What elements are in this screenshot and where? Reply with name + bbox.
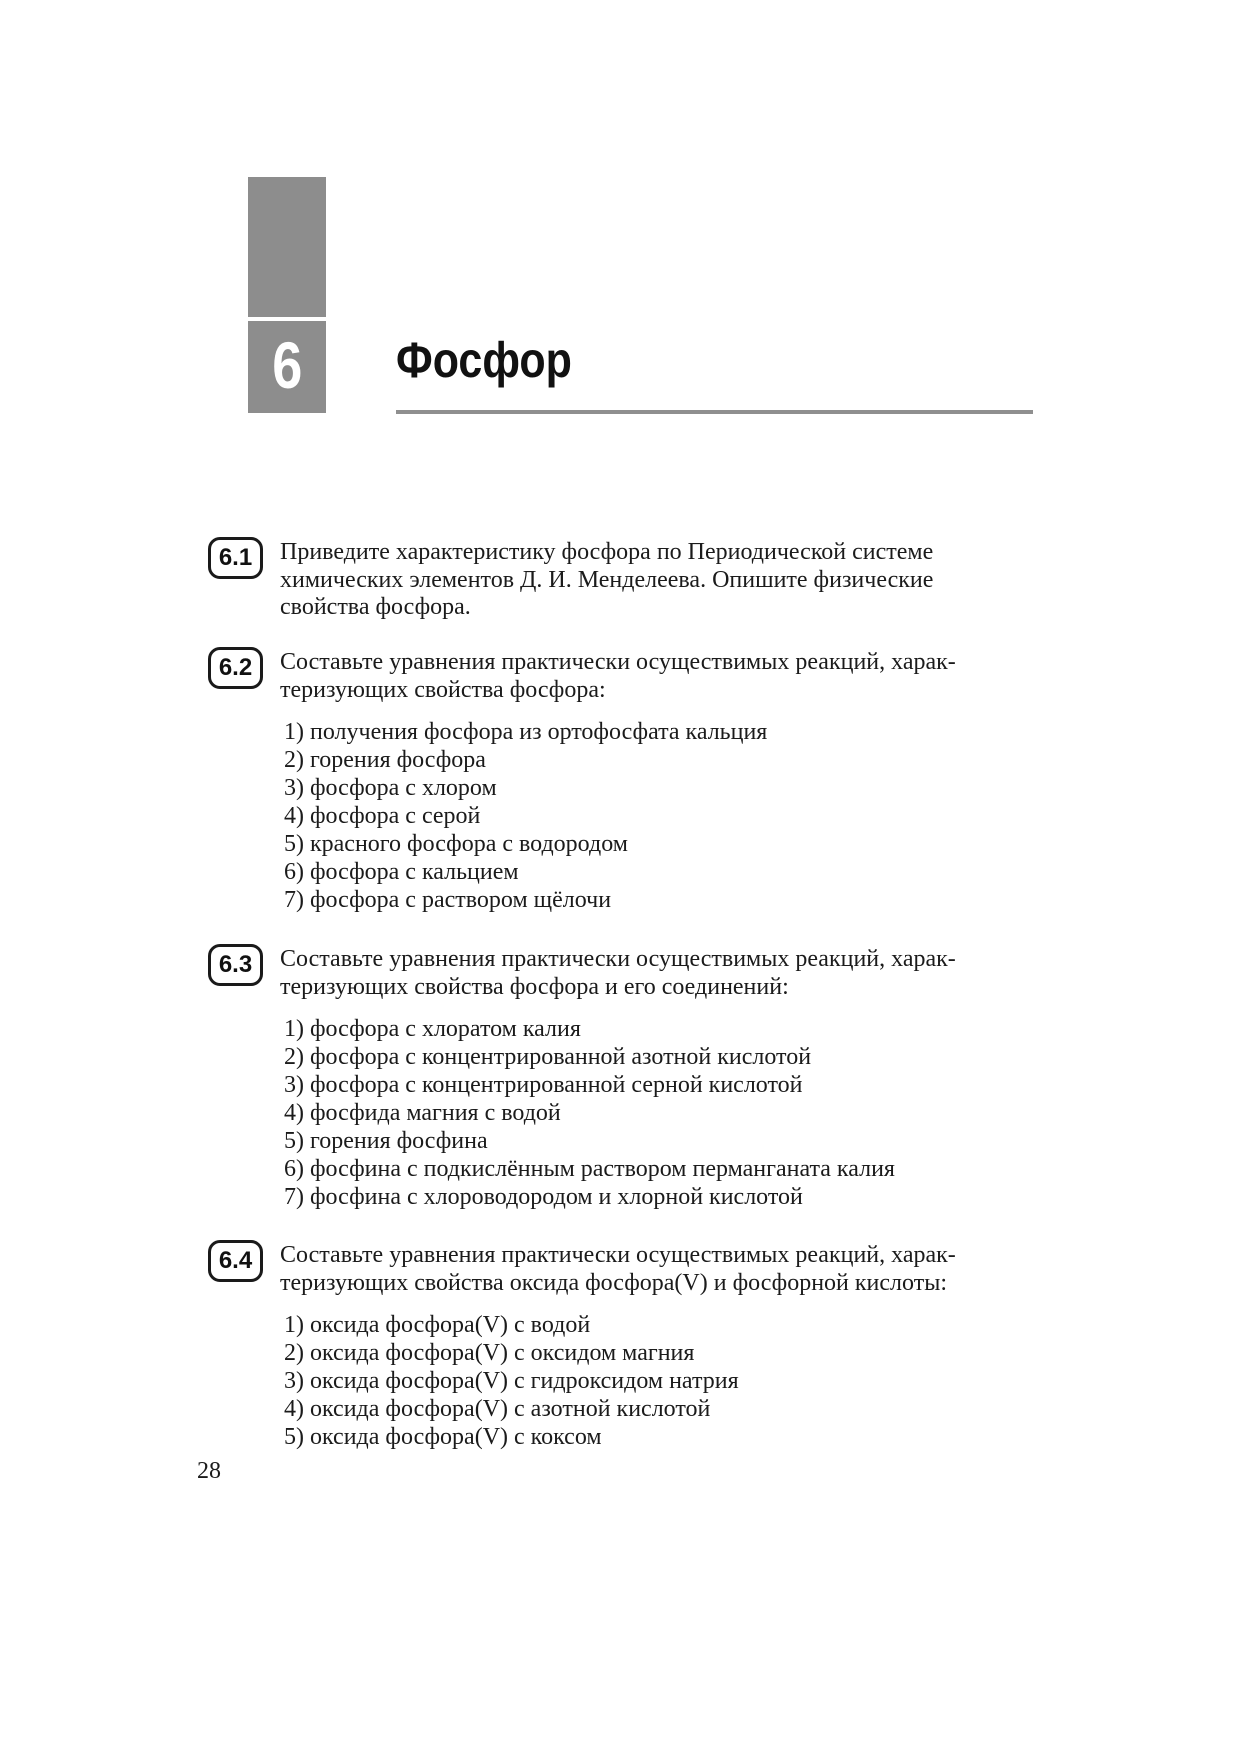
exercise-number: 6.3 xyxy=(218,951,253,978)
list-item: 4) фосфида магния с водой xyxy=(284,1100,561,1126)
exercise-text-line: Составьте уравнения практически осуществимых реакций, харак- xyxy=(280,1242,956,1268)
exercise-number-badge xyxy=(208,647,263,689)
list-item: 4) оксида фосфора(V) с азотной кислотой xyxy=(284,1396,711,1422)
exercise-item-list xyxy=(284,1311,1058,1451)
list-item: 5) красного фосфора с водородом xyxy=(284,831,628,857)
page-number: 28 xyxy=(197,1458,221,1484)
list-item: 1) оксида фосфора(V) с водой xyxy=(284,1312,591,1338)
exercise-text-line: свойства фосфора. xyxy=(280,594,471,620)
chapter-number: 6 xyxy=(271,328,303,402)
exercise-number: 6.2 xyxy=(218,654,253,681)
exercise-6-3 xyxy=(208,944,1058,1211)
exercise-text-line: теризующих свойства оксида фосфора(V) и фосфорной кислоты: xyxy=(280,1269,947,1296)
exercise-text-line: Составьте уравнения практически осуществимых реакций, харак- xyxy=(280,946,956,972)
exercise-number-badge xyxy=(208,944,263,986)
exercise-number-badge xyxy=(208,537,263,579)
list-item: 5) горения фосфина xyxy=(284,1128,488,1154)
exercise-number: 6.1 xyxy=(218,544,253,571)
exercise-item-list xyxy=(284,1015,1058,1211)
exercise-text-line: Составьте уравнения практически осуществимых реакций, харак- xyxy=(280,649,956,675)
list-item: 3) фосфора с концентрированной серной кислотой xyxy=(284,1072,803,1098)
list-item: 5) оксида фосфора(V) с коксом xyxy=(284,1424,602,1450)
exercise-text xyxy=(280,539,1058,622)
list-item: 1) фосфора с хлоратом калия xyxy=(284,1016,581,1042)
list-item: 6) фосфина с подкислённым раствором перманганата калия xyxy=(284,1156,895,1182)
list-item: 3) оксида фосфора(V) с гидроксидом натрия xyxy=(284,1368,739,1394)
chapter-banner-top xyxy=(248,177,326,317)
exercise-text xyxy=(280,649,1058,704)
exercise-number: 6.4 xyxy=(218,1247,253,1274)
exercise-6-4 xyxy=(208,1240,1058,1451)
exercise-text-line: химических элементов Д. И. Менделеева. Опишите физические xyxy=(280,566,934,593)
list-item: 7) фосфора с раствором щёлочи xyxy=(284,887,612,913)
list-item: 4) фосфора с серой xyxy=(284,803,481,829)
exercise-text-line: теризующих свойства фосфора и его соединений: xyxy=(280,973,789,1000)
exercise-number-badge xyxy=(208,1240,263,1282)
list-item: 6) фосфора с кальцием xyxy=(284,859,519,885)
exercise-text xyxy=(280,946,1058,1001)
exercise-text-line: теризующих свойства фосфора: xyxy=(280,676,606,703)
title-rule xyxy=(396,410,1033,414)
exercise-text-line: Приведите характеристику фосфора по Периодической системе xyxy=(280,539,934,565)
list-item: 1) получения фосфора из ортофосфата кальция xyxy=(284,719,768,745)
list-item: 2) фосфора с концентрированной азотной кислотой xyxy=(284,1044,812,1070)
list-item: 3) фосфора с хлором xyxy=(284,775,497,801)
exercise-6-2 xyxy=(208,647,1058,914)
exercise-item-list xyxy=(284,718,1058,914)
list-item: 7) фосфина с хлороводородом и хлорной кислотой xyxy=(284,1184,803,1210)
list-item: 2) оксида фосфора(V) с оксидом магния xyxy=(284,1340,695,1366)
exercise-text xyxy=(280,1242,1058,1297)
chapter-title: Фосфор xyxy=(396,332,572,388)
exercise-6-1 xyxy=(208,537,1058,622)
chapter-number-box xyxy=(248,321,326,413)
list-item: 2) горения фосфора xyxy=(284,747,486,773)
